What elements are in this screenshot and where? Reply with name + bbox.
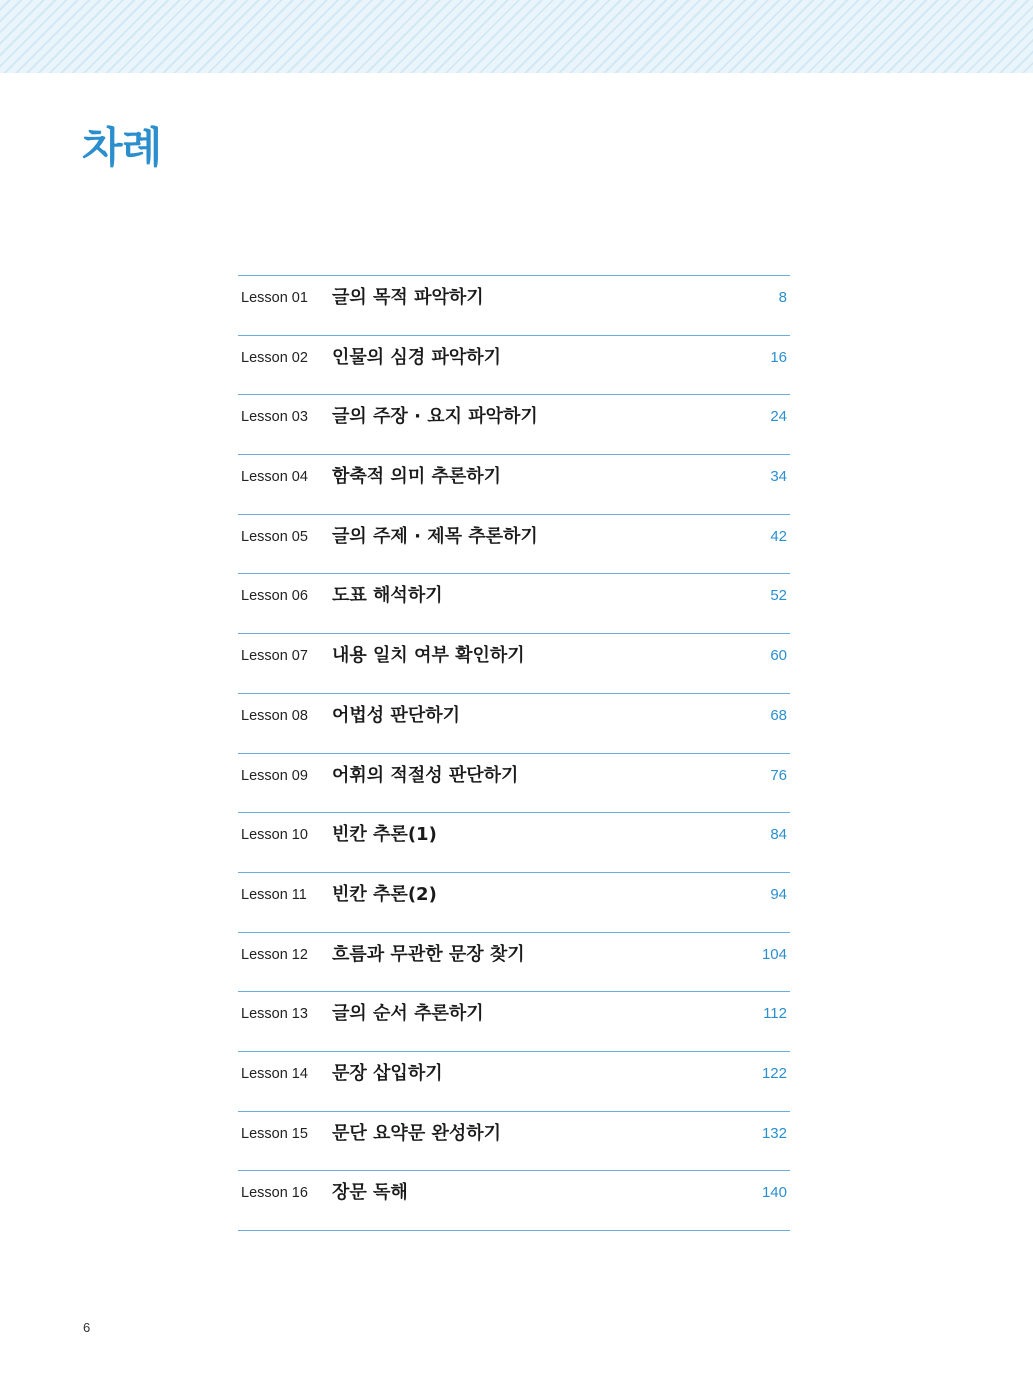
toc-row [238, 812, 790, 872]
toc-page-number: 8 [778, 289, 787, 306]
toc-lesson-label: Lesson 07 [241, 648, 308, 665]
toc-page-number: 76 [770, 766, 787, 784]
toc-lesson-label: Lesson 10 [241, 827, 308, 844]
toc-row [238, 573, 790, 633]
toc-row [238, 633, 790, 693]
toc-page-number: 84 [770, 826, 787, 844]
toc-row [238, 275, 790, 335]
toc-row [238, 872, 790, 932]
toc-row [238, 514, 790, 574]
toc-page-number: 24 [770, 408, 787, 426]
toc-lesson-title: 글의 주장 · 요지 파악하기 [332, 406, 538, 428]
toc-page-number: 94 [770, 885, 787, 903]
toc-page-number: 104 [761, 945, 787, 963]
toc-lesson-label: Lesson 09 [241, 767, 308, 784]
toc-lesson-title: 내용 일치 여부 확인하기 [332, 645, 525, 667]
toc-lesson-label: Lesson 16 [241, 1185, 308, 1202]
toc-lesson-label: Lesson 03 [241, 409, 308, 426]
toc-row [238, 1051, 790, 1111]
toc-lesson-label: Lesson 01 [241, 290, 308, 306]
toc-lesson-title: 빈칸 추론(2) [332, 883, 437, 905]
toc-lesson-label: Lesson 13 [241, 1006, 308, 1023]
toc-page-number: 16 [770, 348, 787, 366]
toc-lesson-title: 어휘의 적절성 판단하기 [332, 764, 519, 786]
toc-lesson-label: Lesson 08 [241, 707, 308, 724]
table-of-contents [238, 275, 790, 1231]
toc-lesson-title: 빈칸 추론(1) [332, 824, 437, 846]
toc-lesson-title: 함축적 의미 추론하기 [332, 466, 502, 488]
toc-lesson-label: Lesson 14 [241, 1065, 308, 1082]
header-stripe-band [0, 0, 1033, 73]
toc-row [238, 753, 790, 813]
toc-lesson-label: Lesson 06 [241, 588, 308, 605]
toc-page-number: 132 [761, 1124, 787, 1142]
toc-row [238, 991, 790, 1051]
toc-lesson-title: 글의 순서 추론하기 [332, 1003, 484, 1025]
toc-row [238, 1170, 790, 1230]
page-number: 6 [83, 1320, 91, 1335]
toc-lesson-label: Lesson 02 [241, 349, 308, 366]
toc-page-number: 112 [763, 1005, 787, 1023]
toc-page-number: 34 [770, 468, 787, 486]
toc-page-number: 122 [761, 1064, 787, 1082]
toc-lesson-title: 글의 주제 · 제목 추론하기 [332, 525, 538, 547]
toc-lesson-title: 도표 해석하기 [332, 585, 443, 607]
toc-lesson-title: 문단 요약문 완성하기 [332, 1122, 502, 1144]
toc-page-number: 140 [761, 1184, 787, 1202]
toc-lesson-title: 장문 독해 [332, 1182, 408, 1204]
toc-lesson-title: 인물의 심경 파악하기 [332, 346, 502, 368]
toc-row [238, 394, 790, 454]
toc-lesson-label: Lesson 04 [241, 469, 308, 486]
toc-lesson-label: Lesson 11 [241, 886, 307, 903]
toc-row [238, 693, 790, 753]
toc-page-number: 68 [770, 706, 787, 724]
toc-page-number: 42 [770, 527, 787, 545]
toc-row [238, 932, 790, 992]
toc-lesson-label: Lesson 12 [241, 946, 308, 963]
toc-lesson-title: 문장 삽입하기 [332, 1062, 443, 1084]
toc-lesson-title: 흐름과 무관한 문장 찾기 [332, 943, 525, 965]
page-title: 차례 [82, 123, 162, 172]
toc-lesson-title: 글의 목적 파악하기 [332, 287, 484, 308]
toc-page-number: 52 [770, 587, 787, 605]
toc-lesson-label: Lesson 15 [241, 1125, 308, 1142]
toc-row [238, 1111, 790, 1171]
toc-row [238, 454, 790, 514]
toc-page-number: 60 [770, 647, 787, 665]
toc-lesson-label: Lesson 05 [241, 528, 308, 545]
toc-row [238, 335, 790, 395]
toc-lesson-title: 어법성 판단하기 [332, 704, 460, 726]
